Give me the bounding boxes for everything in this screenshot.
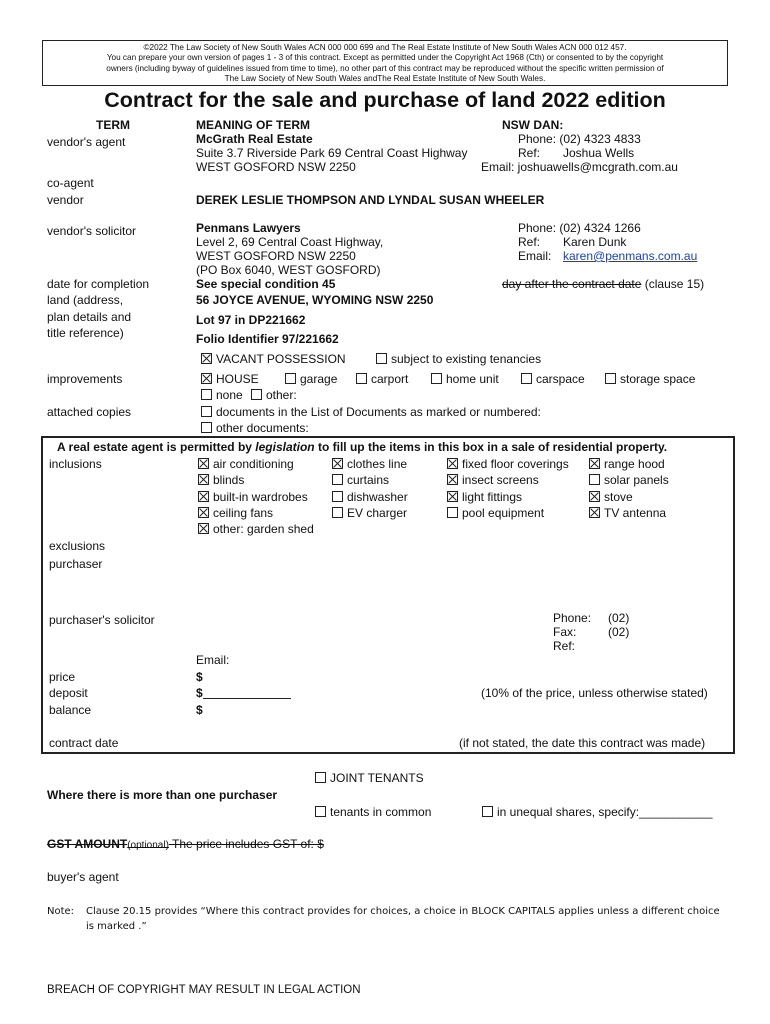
inclusion-label: other: garden shed [213,522,314,536]
improvement-carport-option[interactable] [356,372,408,386]
nsw-dan-header: NSW DAN: [502,118,564,132]
unequal-shares-checkbox[interactable] [482,806,493,817]
improvement-none-checkbox[interactable] [201,389,212,400]
inclusion-checkbox[interactable] [198,458,209,469]
joint-tenants-label: JOINT TENANTS [330,771,424,785]
improvement-home-unit-label: home unit [446,372,499,386]
inclusion-air-conditioning[interactable] [198,457,294,471]
inclusion-checkbox[interactable] [589,474,600,485]
vendors-agent-address-1: Suite 3.7 Riverside Park 69 Central Coast Highway [196,146,468,160]
page-title: Contract for the sale and purchase of land 2022 edition [104,88,666,112]
note-line-1: Clause 20.15 provides “Where this contract provides for choices, a choice in BLOCK CAPITALS applies unless a different choice [86,906,720,917]
improvement-carspace-option[interactable] [521,372,585,386]
improvement-house-label: HOUSE [216,372,259,386]
co-agent-label: co-agent [47,176,94,190]
improvement-house-option[interactable] [201,372,259,386]
agent-box-heading-legislation: legislation [255,440,315,454]
improvement-other-label: other: [266,388,297,402]
inclusion-checkbox[interactable] [447,491,458,502]
inclusion-clothes-line[interactable] [332,457,407,471]
inclusion-label: ceiling fans [213,506,274,520]
purchasers-solicitor-phone: (02) [608,611,630,625]
note-label: Note: [47,906,75,917]
inclusion-checkbox[interactable] [198,474,209,485]
inclusion-checkbox[interactable] [198,507,209,518]
purchasers-solicitor-ref-label: Ref: [553,639,576,653]
improvement-carport-label: carport [371,372,409,386]
gst-text: The price includes GST of: $ [168,837,324,851]
vendors-agent-label: vendor's agent [47,135,126,149]
vendors-solicitor-address-1: Level 2, 69 Central Coast Highway, [196,235,384,249]
improvement-none-label: none [216,388,243,402]
inclusion-checkbox[interactable] [332,474,343,485]
existing-tenancies-checkbox[interactable] [376,353,387,364]
attached-copies-label: attached copies [47,405,132,419]
tenants-in-common-option[interactable] [315,805,431,819]
improvement-storage-checkbox[interactable] [605,373,616,384]
land-lot: Lot 97 in DP221662 [196,313,306,327]
inclusion-checkbox[interactable] [447,507,458,518]
inclusion-fixed-floor-coverings[interactable] [447,457,569,471]
improvement-home-unit-option[interactable] [431,372,499,386]
vendors-solicitor-phone: Phone: (02) 4324 1266 [518,221,641,235]
vendors-agent-ref-label: Ref: [518,146,541,160]
joint-tenants-checkbox[interactable] [315,772,326,783]
inclusion-label: pool equipment [462,506,545,520]
deposit-label: deposit [49,686,88,700]
inclusion-other[interactable] [198,522,314,536]
inclusion-light-fittings[interactable] [447,490,522,504]
vendors-agent-email: Email: joshuawells@mcgrath.com.au [481,160,678,174]
unequal-shares-label: in unequal shares, specify:___________ [497,805,713,819]
inclusion-label: solar panels [604,473,669,487]
note-line-2: is marked .” [86,921,147,932]
meaning-header: MEANING OF TERM [196,118,310,132]
other-documents-checkbox[interactable] [201,422,212,433]
inclusion-curtains[interactable] [332,473,389,487]
improvement-storage-label: storage space [620,372,696,386]
inclusion-label: curtains [347,473,390,487]
inclusion-checkbox[interactable] [332,507,343,518]
existing-tenancies-option[interactable] [376,352,541,366]
inclusion-label: dishwasher [347,490,408,504]
contract-date-note: (if not stated, the date this contract was made) [459,736,706,750]
buyers-agent-label: buyer's agent [47,870,119,884]
term-header: TERM [96,118,130,132]
land-label-2: plan details and [47,310,132,324]
completion-clause: (clause 15) [641,277,705,291]
gst-optional: (optional) [127,840,169,851]
copyright-line-4: The Law Society of New South Wales andThe Real Estate Institute of New South Wales. [224,74,546,84]
inclusion-ev-charger[interactable] [332,506,407,520]
purchasers-solicitor-email-label: Email: [196,653,230,667]
vacant-possession-label: VACANT POSSESSION [216,352,346,366]
inclusion-label: clothes line [347,457,408,471]
vendors-solicitor-address-3: (PO Box 6040, WEST GOSFORD) [196,263,381,277]
inclusion-checkbox[interactable] [198,523,209,534]
unequal-shares-option[interactable] [482,805,713,819]
vendors-solicitor-address-2: WEST GOSFORD NSW 2250 [196,249,356,263]
inclusion-checkbox[interactable] [589,458,600,469]
inclusion-stove[interactable] [589,490,633,504]
land-label-3: title reference) [47,326,124,340]
price-label: price [49,670,76,684]
completion-default [502,277,704,291]
deposit-value [196,686,291,700]
attached-documents-label: documents in the List of Documents as marked or numbered: [216,405,541,419]
inclusion-checkbox[interactable] [589,507,600,518]
inclusion-label: range hood [604,457,665,471]
existing-tenancies-label: subject to existing tenancies [391,352,542,366]
inclusions-label: inclusions [49,457,102,471]
purchasers-solicitor-phone-label: Phone: [553,611,592,625]
attached-documents-checkbox[interactable] [201,406,212,417]
agent-box-heading [57,440,667,454]
purchasers-solicitor-fax-label: Fax: [553,625,577,639]
deposit-amount-field[interactable] [203,686,291,699]
inclusion-checkbox[interactable] [447,458,458,469]
inclusion-solar-panels[interactable] [589,473,669,487]
inclusion-label: TV antenna [604,506,667,520]
improvement-other-option[interactable] [251,388,297,402]
copyright-line-1: ©2022 The Law Society of New South Wales ACN 000 000 699 and The Real Estate Institute of New South Wales ACN 000 012 457. [143,43,627,52]
improvement-house-checkbox[interactable] [201,373,212,384]
attached-documents-option[interactable] [201,405,541,419]
gst-amount [47,837,324,851]
deposit-note: (10% of the price, unless otherwise stated) [481,686,708,700]
balance-label: balance [49,703,92,717]
improvement-none-option[interactable] [201,388,243,402]
vendors-solicitor-ref-label: Ref: [518,235,541,249]
vendors-agent-name: McGrath Real Estate [196,132,313,146]
inclusion-checkbox[interactable] [332,458,343,469]
land-address: 56 JOYCE AVENUE, WYOMING NSW 2250 [196,293,434,307]
inclusion-insect-screens[interactable] [447,473,539,487]
land-label-1: land (address, [47,293,124,307]
inclusion-checkbox[interactable] [332,491,343,502]
vendors-solicitor-label: vendor's solicitor [47,224,136,238]
vendors-solicitor-ref: Karen Dunk [563,235,627,249]
inclusion-range-hood[interactable] [589,457,665,471]
inclusion-label: light fittings [462,490,523,504]
inclusion-ceiling-fans[interactable] [198,506,273,520]
improvement-garage-label: garage [300,372,338,386]
improvement-carspace-label: carspace [536,372,585,386]
tenants-in-common-label: tenants in common [330,805,432,819]
purchasers-solicitor-label: purchaser's solicitor [49,613,155,627]
improvement-carport-checkbox[interactable] [356,373,367,384]
copyright-warning: BREACH OF COPYRIGHT MAY RESULT IN LEGAL ACTION [47,984,361,996]
contract-date-label: contract date [49,736,119,750]
agent-box-heading-post: to fill up the items in this box in a sale of residential property. [314,440,668,454]
inclusion-label: air conditioning [213,457,294,471]
inclusion-label: blinds [213,473,245,487]
vacant-possession-checkbox[interactable] [201,353,212,364]
multiple-purchasers-label: Where there is more than one purchaser [47,788,278,802]
inclusion-dishwasher[interactable] [332,490,408,504]
vacant-possession-option[interactable] [201,352,346,366]
vendors-solicitor-name: Penmans Lawyers [196,221,301,235]
inclusion-blinds[interactable] [198,473,244,487]
inclusion-label: EV charger [347,506,408,520]
inclusion-checkbox[interactable] [198,491,209,502]
exclusions-label: exclusions [49,539,106,553]
completion-struck-text: day after the contract date [502,277,642,291]
gst-amount-label: GST AMOUNT [47,837,128,851]
inclusion-pool-equipment[interactable] [447,506,544,520]
copyright-line-2: You can prepare your own version of pages 1 - 3 of this contract. Except as permitted under the Copyright Act 1968 (Cth) or consented to by the copyright [106,53,664,63]
balance-value: $ [196,703,203,717]
purchasers-solicitor-fax: (02) [608,625,630,639]
inclusion-label: insect screens [462,473,539,487]
vendor-value: DEREK LESLIE THOMPSON AND LYNDAL SUSAN WHEELER [196,193,545,207]
improvement-other-checkbox[interactable] [251,389,262,400]
land-folio: Folio Identifier 97/221662 [196,332,339,346]
improvement-home-unit-checkbox[interactable] [431,373,442,384]
vendors-solicitor-email-label: Email: [518,249,552,263]
improvement-garage-option[interactable] [285,372,337,386]
inclusion-checkbox[interactable] [589,491,600,502]
inclusion-label: fixed floor coverings [462,457,569,471]
other-documents-option[interactable] [201,421,309,435]
copyright-line-3: owners (including byway of guidelines issued from time to time), no other part of this contract may be reproduced without the specific written permission of [106,63,664,73]
improvement-storage-option[interactable] [605,372,695,386]
vendors-agent-address-2: WEST GOSFORD NSW 2250 [196,160,356,174]
price-value: $ [196,670,203,684]
purchaser-label: purchaser [49,557,103,571]
tenants-in-common-checkbox[interactable] [315,806,326,817]
joint-tenants-option[interactable] [315,771,424,785]
inclusion-checkbox[interactable] [447,474,458,485]
completion-label: date for completion [47,277,150,291]
inclusion-label: stove [604,490,633,504]
other-documents-label: other documents: [216,421,309,435]
copyright-notice [42,40,728,86]
improvement-carspace-checkbox[interactable] [521,373,532,384]
improvement-garage-checkbox[interactable] [285,373,296,384]
vendors-solicitor-email-link[interactable]: karen@penmans.com.au [563,249,698,263]
deposit-dollar: $ [196,686,203,700]
inclusion-label: built-in wardrobes [213,490,308,504]
inclusion-built-in-wardrobes[interactable] [198,490,308,504]
agent-box-heading-pre: A real estate agent is permitted by [57,440,256,454]
completion-value: See special condition 45 [196,277,336,291]
vendors-agent-ref: Joshua Wells [563,146,635,160]
vendor-label: vendor [47,193,84,207]
inclusion-tv-antenna[interactable] [589,506,666,520]
vendors-agent-phone: Phone: (02) 4323 4833 [518,132,641,146]
improvements-label: improvements [47,372,123,386]
